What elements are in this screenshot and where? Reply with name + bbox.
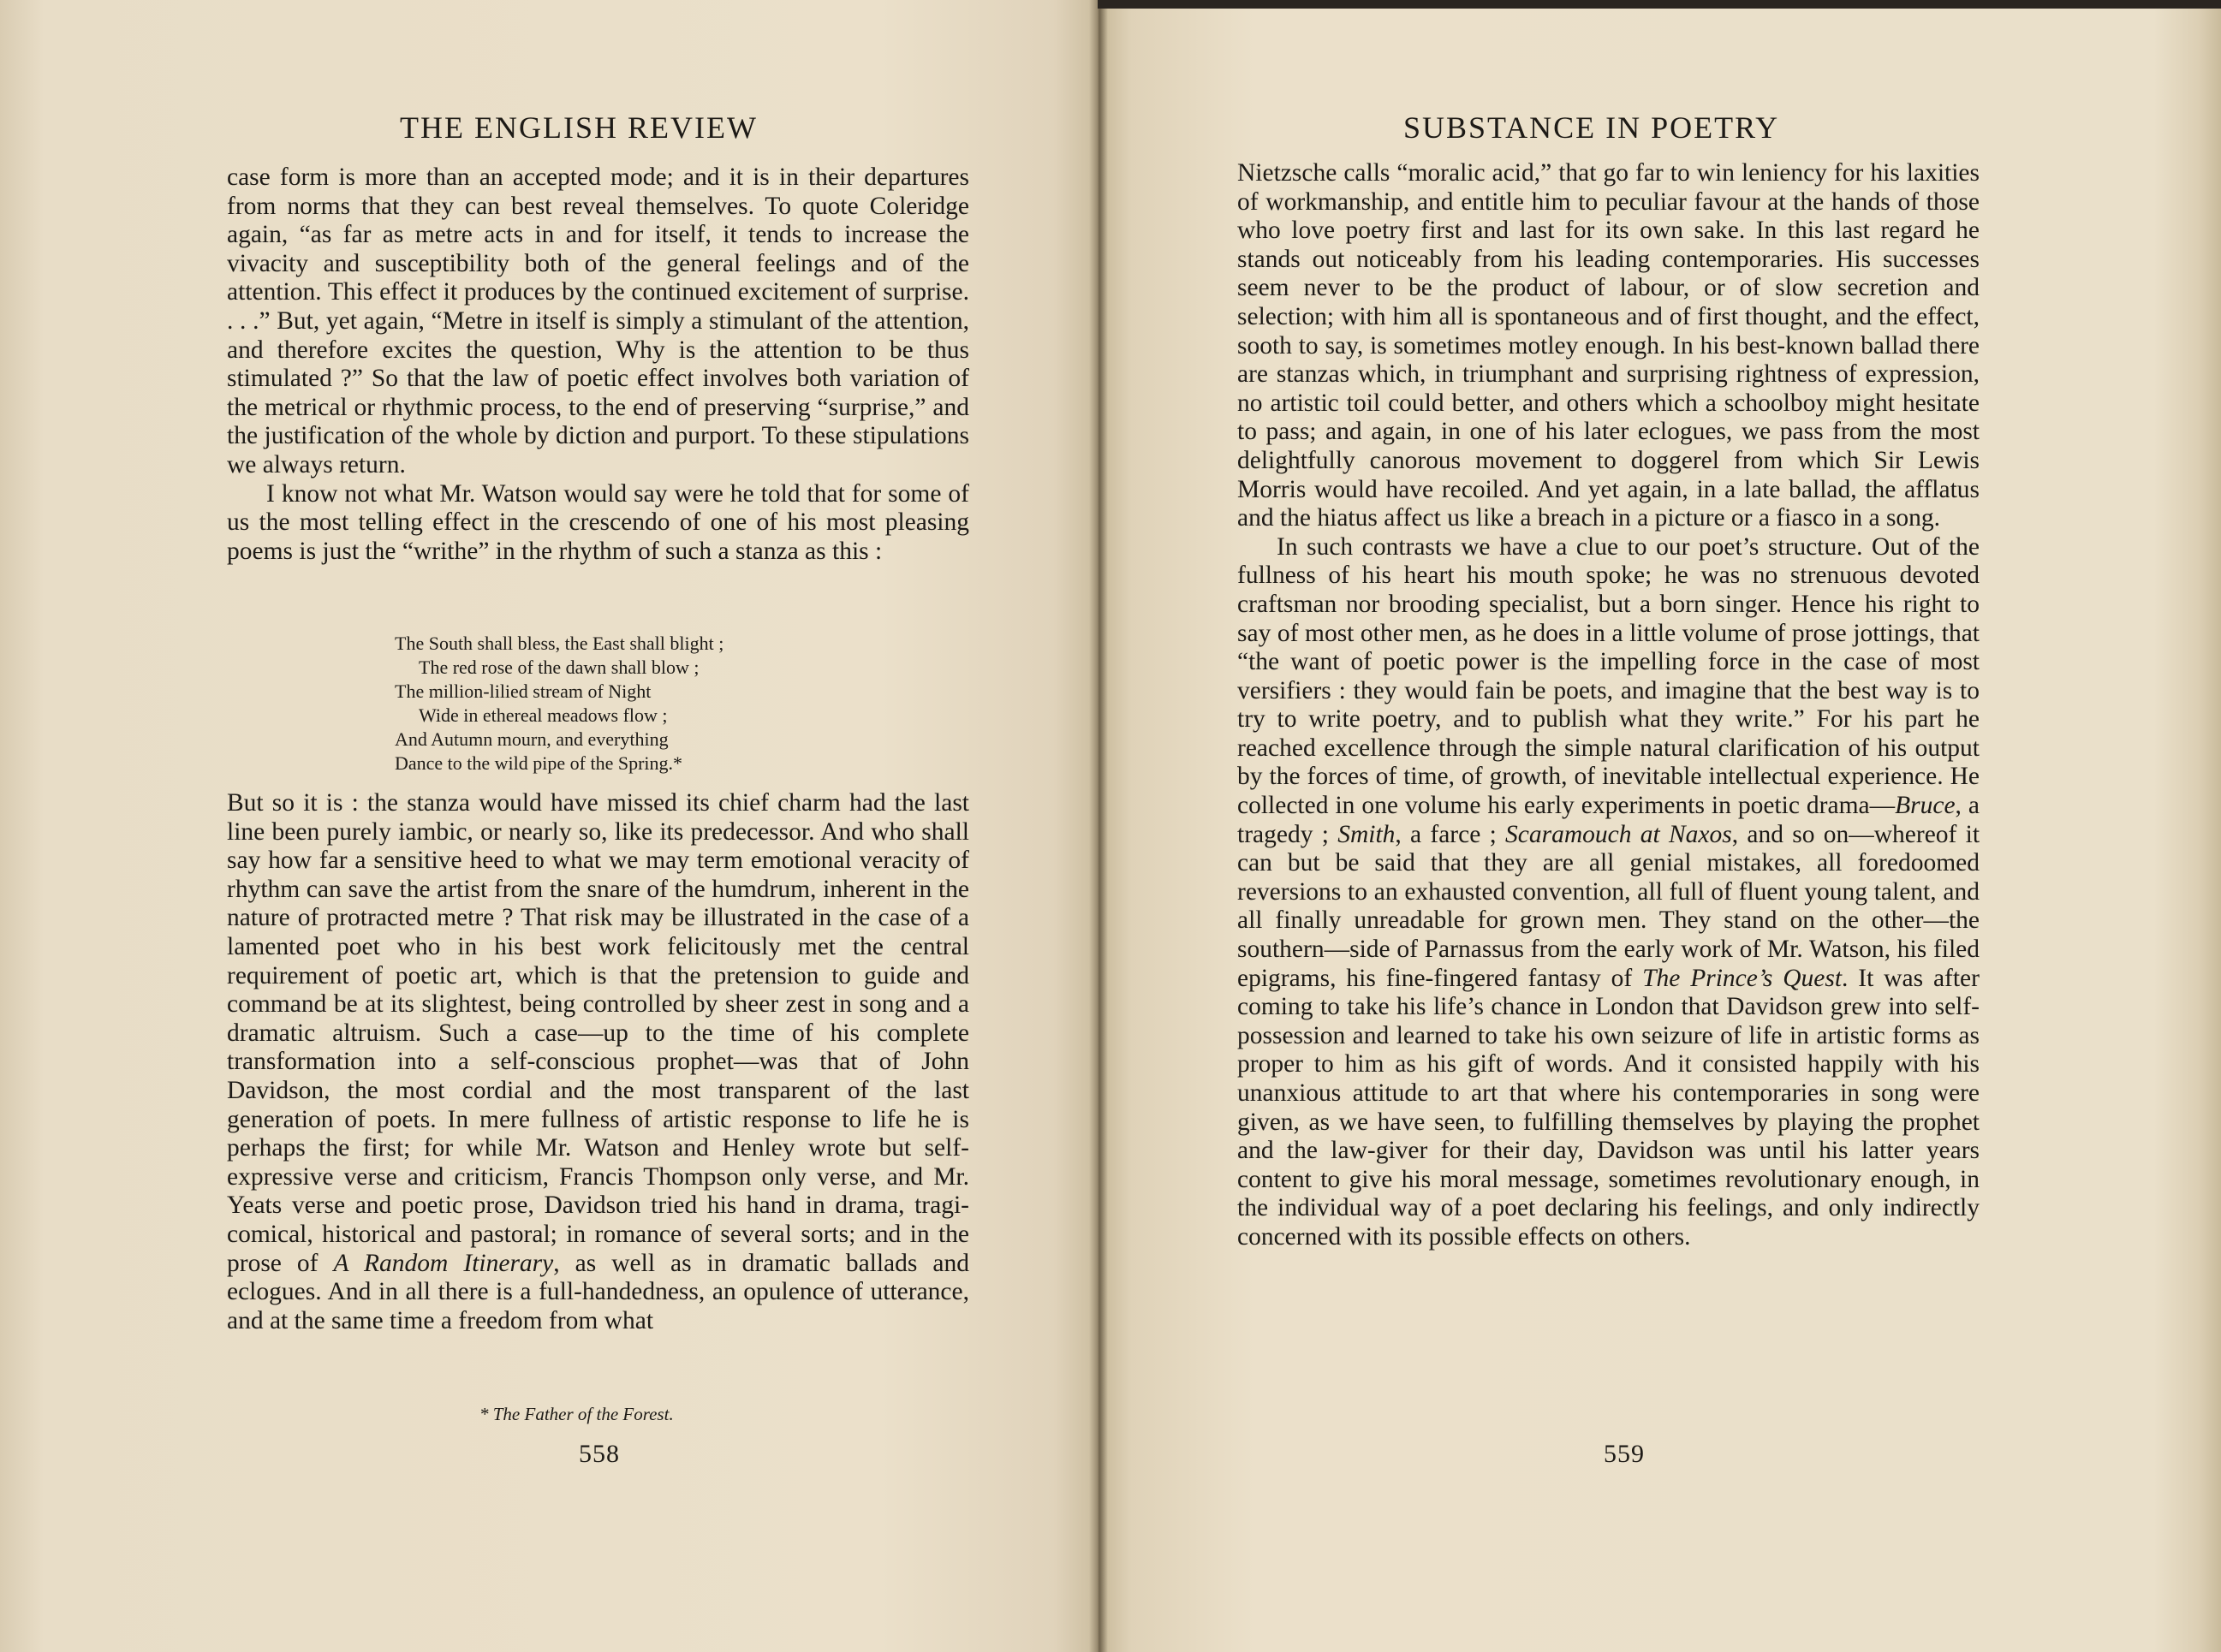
work-title: Smith xyxy=(1337,820,1396,848)
text-run: . It was after coming to take his life’s chance in London that Davidson grew into self-possession and learned to take his own seizure of life in artistic forms as proper to him as his gift of words. And it consisted happily with his unanxious attitude to art that where his contemporaries in song were given, as we have seen, to fulfilling themselves by playing the prophet and the law-giver for their day, Davidson was until his latter years content to give his moral message, sometimes revolutionary enough, in the individual way of a poet declaring his feelings, and only indirectly concerned with its possible effects on others. xyxy=(1237,964,1980,1251)
paragraph: I know not what Mr. Watson would say were he told that for some of us the most telling effect in the crescendo of one of his most pleasing poems is just the “writhe” in the rhythm of such a stanza as this : xyxy=(227,479,969,565)
work-title: Scaramouch at Naxos xyxy=(1505,820,1732,848)
book-gutter xyxy=(1089,0,1108,1652)
paragraph xyxy=(227,789,969,1335)
text-run: , as well as in dramatic ballads and eclogues. And in all there is a full-handedness, an opulence of utterance, and at the same time a freedom from what xyxy=(227,1249,969,1334)
verse-line: And Autumn mourn, and everything xyxy=(395,728,669,750)
right-text xyxy=(1237,159,1980,1252)
verse-line: The red rose of the dawn shall blow ; xyxy=(419,657,700,678)
verse-line: Dance to the wild pipe of the Spring.* xyxy=(395,752,683,774)
verse-line: Wide in ethereal meadows flow ; xyxy=(419,704,668,726)
book-title: A Random Itinerary xyxy=(333,1249,554,1277)
running-head-left: THE ENGLISH REVIEW xyxy=(400,110,758,145)
left-text-lower xyxy=(227,789,969,1335)
text-run: , and so on—whereof it can but be said that they are all genial mistakes, all foredoomed reversions to an exhausted convention, all full of fluent young talent, and all finally unreadable for grown men. They stand on the other—the southern—side of Parnassus from the early work of Mr. Watson, his filed epigrams, his fine-fingered fantasy of xyxy=(1237,820,1980,992)
right-page xyxy=(1098,0,2221,1652)
text-run: But so it is : the stanza would have missed its chief charm had the last line been purely iambic, or nearly so, like its predecessor. And who shall say how far a sensitive heed to what we may term emotional veracity of rhythm can save the artist from the snare of the humdrum, inherent in the nature of protracted metre ? That risk may be illustrated in the case of a lamented poet who in his best work felicitously met the central requirement of poetic art, which is that the pretension to guide and command be at its slightest, being controlled by sheer zest in song and a dramatic altruism. Such a case—up to the time of his complete transformation into a self-conscious prophet—was that of John Davidson, the most cordial and the most transparent of the last generation of poets. In mere fullness of artistic response to life he is perhaps the first; for while Mr. Watson and Henley wrote but self-expressive verse and criticism, Francis Thompson only verse, and Mr. Yeats verse and poetic prose, Davidson tried his hand in drama, tragi-comical, historical and pastoral; in romance of several sorts; and in the prose of xyxy=(227,789,969,1277)
left-text-upper xyxy=(227,163,969,566)
verse-stanza xyxy=(395,632,723,775)
left-page xyxy=(0,0,1098,1652)
running-head-right: SUBSTANCE IN POETRY xyxy=(1403,110,1780,145)
text-run: In such contrasts we have a clue to our poet’s structure. Out of the fullness of his heart his mouth spoke; he was no strenuous devoted craftsman nor brooding specialist, but a born singer. Hence his right to say of most other men, as he does in a little volume of prose jottings, that “the want of poetic power is the impelling force in the case of most versifiers : they would fain be poets, and imagine that the best way is to try to write poetry, and to publish what they write.” For his part he reached excellence through the simple natural clarification of his output by the forces of time, of growth, of inevitable intellectual experience. He collected in one volume his early experiments in poetic drama— xyxy=(1237,532,1980,820)
page-number-left: 558 xyxy=(579,1440,620,1468)
work-title: The Prince’s Quest xyxy=(1642,964,1843,992)
paragraph xyxy=(1237,533,1980,1252)
paragraph: Nietzsche calls “moralic acid,” that go far to win leniency for his laxities of workmanship, and entitle him to peculiar favour at the hands of those who love poetry first and last for its own sake. In this last regard he stands out noticeably from his leading contemporaries. His successes seem never to be the product of labour, or of slow secretion and selection; with him all is spontaneous and of first thought, and the effect, sooth to say, is sometimes motley enough. In his best-known ballad there are stanzas which, in triumphant and surprising rightness of expression, no artistic toil could better, and others which a schoolboy might hesitate to pass; and again, in one of his later eclogues, we pass from the most delightfully canorous movement to doggerel from which Sir Lewis Morris would have recoiled. And yet again, in a late ballad, the afflatus and the hiatus affect us like a breach in a picture or a fiasco in a song. xyxy=(1237,159,1980,532)
paragraph: case form is more than an accepted mode; and it is in their departures from norms that they can best reveal themselves. To quote Coleridge again, “as far as metre acts in and for itself, it tends to increase the vivacity and susceptibility both of the general feelings and of the attention. This effect it produces by the continued excitement of surprise. . . .” But, yet again, “Metre in itself is simply a stimulant of the attention, and therefore excites the question, Why is the attention to be thus stimulated ?” So that the law of poetic effect involves both variation of the metrical or rhythmic process, to the end of preserving “surprise,” and the justification of the whole by diction and purport. To these stipulations we always return. xyxy=(227,163,969,478)
footnote: * The Father of the Forest. xyxy=(479,1404,674,1424)
work-title: Bruce xyxy=(1895,792,1956,820)
text-run: , a farce ; xyxy=(1395,820,1506,848)
page-top-edge xyxy=(1098,0,2221,9)
text-run: , a tragedy ; xyxy=(1237,792,1980,848)
verse-line: The million-lilied stream of Night xyxy=(395,680,652,702)
verse-line: The South shall bless, the East shall blight ; xyxy=(395,633,724,654)
page-number-right: 559 xyxy=(1604,1440,1645,1468)
